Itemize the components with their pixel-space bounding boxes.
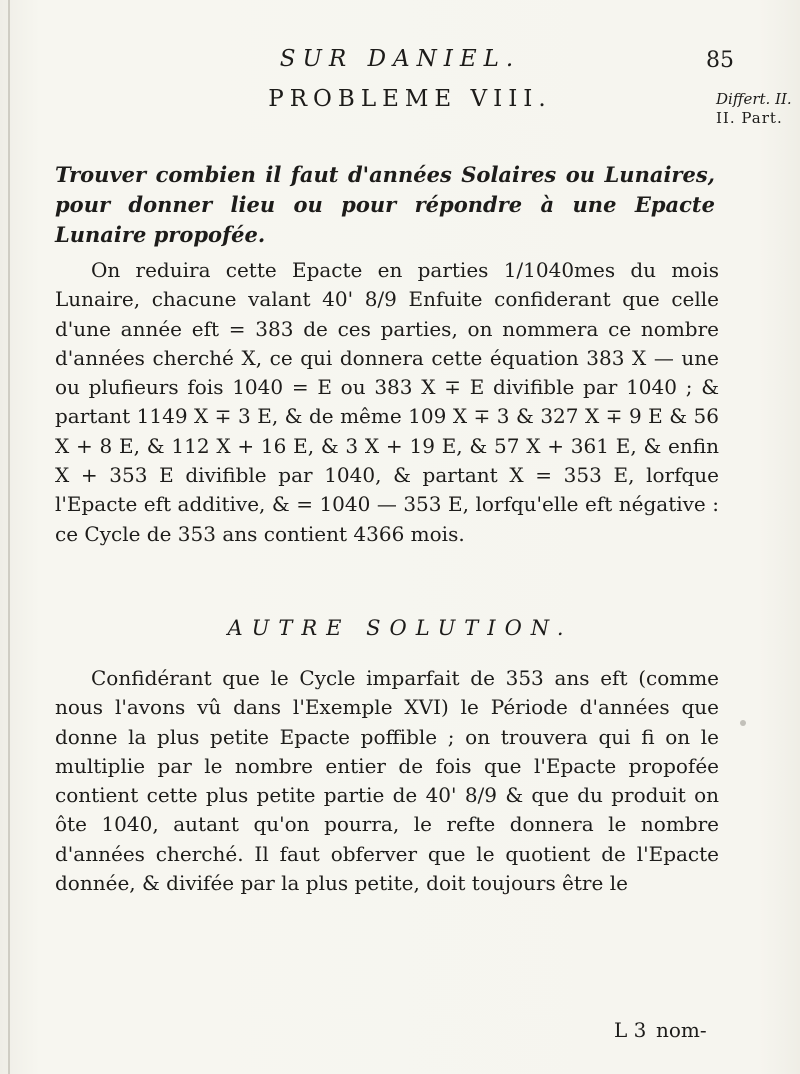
paragraph-solution: On reduira cette Epacte en parties 1/1040mes du mois Lunaire, chacune valant 40' 8/9 Enfuite confiderant que celle d'une année eft = 383 de ces parties, on nommera ce nombre d'années cherché X, ce qui donnera cette équation 383 X — une ou plufieurs fois 1040 = E ou 383 X ∓ E divifible par 1040 ; & partant 1149 X ∓ 3 E, & de même 109 X ∓ 3 & 327 X ∓ 9 E & 56 X + 8 E, & 112 X + 16 E, & 3 X + 19 E, & 57 X + 361 E, & enfin X + 353 E divifible par 1040, & partant X = 353 E, lorfque l'Epacte eft additive, & = 1040 — 353 E, lorfqu'elle eft négative : ce Cycle de 353 ans contient 4366 mois.	[55, 258, 719, 546]
margin-note	[716, 90, 800, 128]
ink-spot	[740, 720, 746, 726]
section-heading: AUTRE SOLUTION.	[227, 616, 573, 640]
margin-note-line-1: Differt. II.	[716, 90, 792, 108]
page-number: 85	[706, 48, 734, 73]
catchword: nom-	[656, 1018, 707, 1042]
signature-mark: L 3	[614, 1018, 647, 1042]
problem-title: PROBLEME VIII.	[268, 86, 552, 112]
paragraph-alternative-solution: Confidérant que le Cycle imparfait de 353 ans eft (comme nous l'avons vû dans l'Exemple XVI) le Période d'années que donne la plus petite Epacte poffible ; on trouvera qui fi on le multiplie par le nombre entier de fois que l'Epacte propofée contient cette plus petite partie de 40' 8/9 & que du produit on ôte 1040, autant qu'on pourra, le refte donnera le nombre d'années cherché. Il faut obferver que le quotient de l'Epacte donnée, & divifée par la plus petite, doit toujours être le	[55, 666, 719, 896]
problem-statement: Trouver combien il faut d'années Solaires ou Lunaires, pour donner lieu ou pour répondre à une Epacte Lunaire propofée.	[55, 162, 715, 247]
page-edge	[8, 0, 10, 1074]
running-head: SUR DANIEL.	[279, 46, 521, 72]
margin-note-line-2: II. Part.	[716, 109, 783, 127]
